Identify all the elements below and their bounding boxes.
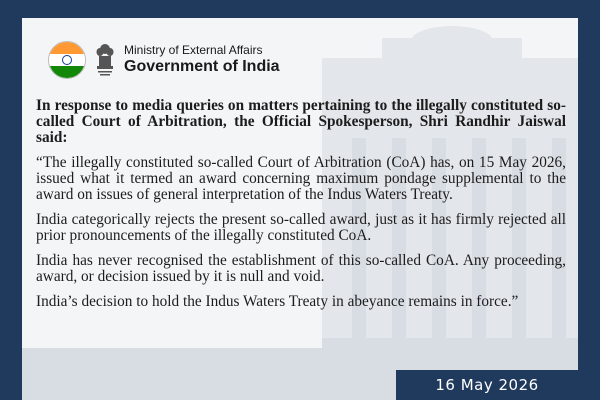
date-banner: 16 May 2026 <box>396 370 578 400</box>
india-flag-icon <box>48 41 86 79</box>
statement-paragraph: India’s decision to hold the Indus Waters Treaty in abeyance remains in force.” <box>36 293 519 310</box>
statement-paragraph: “The illegally constituted so-called Court of Arbitration (CoA) has, on 15 May 2026, issued what it termed an award concerning maximum pondage supplemental to the award on issues of general interpretation of the Indus Waters Treaty. <box>36 154 566 203</box>
ministry-title <box>124 43 280 77</box>
header <box>48 40 280 80</box>
government-name: Government of India <box>124 58 280 75</box>
press-release-card <box>22 18 578 400</box>
national-emblem-icon <box>94 42 116 78</box>
ministry-name: Ministry of External Affairs <box>124 43 263 57</box>
statement-paragraph: India has never recognised the establishment of this so-called CoA. Any proceeding, award, or decision issued by it is null and void. <box>36 252 566 285</box>
statement-intro: In response to media queries on matters pertaining to the illegally constituted so-called Court of Arbitration, the Official Spokesperson, Shri Randhir Jaiswal said: <box>36 97 566 146</box>
statement-body <box>36 98 566 319</box>
statement-paragraph: India categorically rejects the present so-called award, just as it has firmly rejected all prior pronouncements of the illegally constituted CoA. <box>36 211 566 244</box>
